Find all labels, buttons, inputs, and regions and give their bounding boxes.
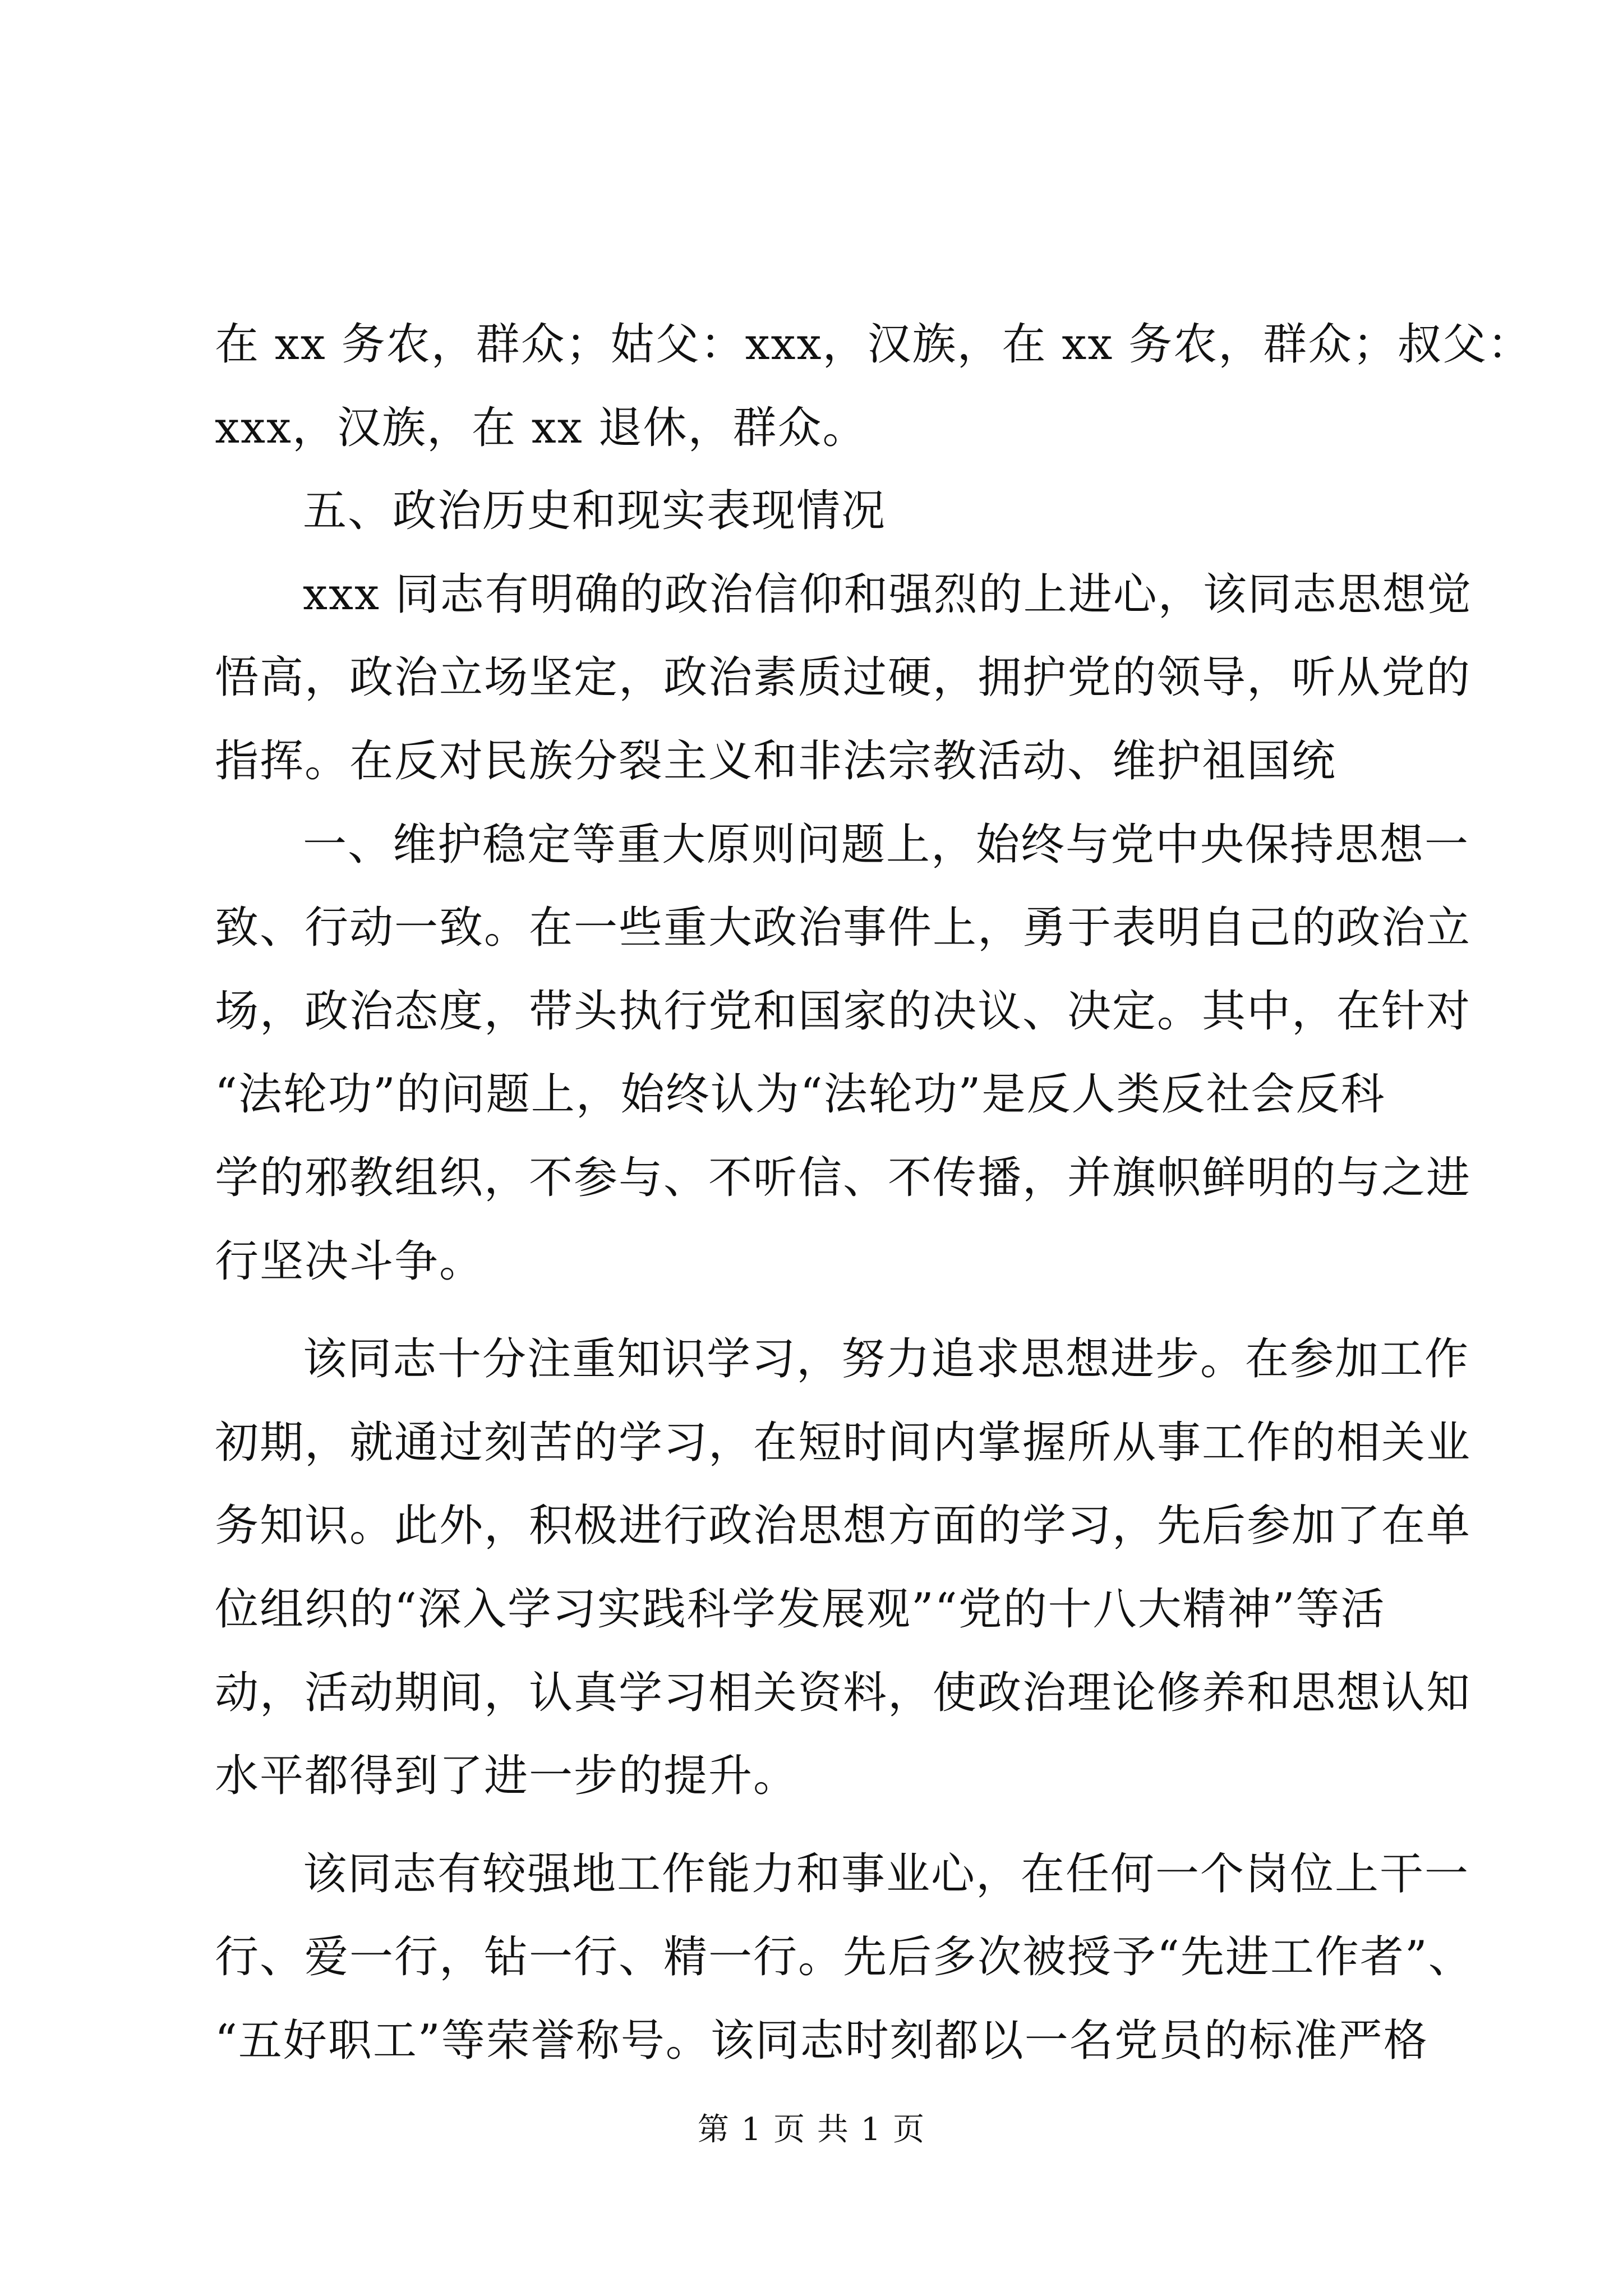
text-line: 初期，就通过刻苦的学习，在短时间内掌握所从事工作的相关业 (215, 1417, 1472, 1468)
text-line: 五、政治历史和现实表现情况 (303, 486, 887, 537)
text-line: 在 xx 务农，群众；姑父：xxx，汉族，在 xx 务农，群众；叔父： (215, 319, 1533, 370)
text-line: 行坚决斗争。 (215, 1236, 485, 1287)
page-footer: 第 1 页 共 1 页 (697, 2111, 926, 2148)
text-line: 该同志有较强地工作能力和事业心，在任何一个岗位上干一 (303, 1848, 1470, 1899)
text-line: 指挥。在反对民族分裂主义和非法宗教活动、维护祖国统 (215, 735, 1337, 786)
text-line: xxx，汉族，在 xx 退休，群众。 (215, 402, 868, 453)
document-body (215, 303, 1533, 2082)
text-line: 动，活动期间，认真学习相关资料，使政治理论修养和思想认知 (215, 1667, 1472, 1718)
paragraph-gap (215, 1303, 1432, 1318)
text-line: 务知识。此外，积极进行政治思想方面的学习，先后参加了在单 (215, 1501, 1472, 1552)
text-line: 水平都得到了进一步的提升。 (215, 1751, 799, 1802)
text-line: 悟高，政治立场坚定，政治素质过硬，拥护党的领导，听从党的 (215, 652, 1472, 703)
text-line: “五好职工”等荣誉称号。该同志时刻都以一名党员的标准严格 (215, 2015, 1428, 2066)
text-line: 场，政治态度，带头执行党和国家的决议、决定。其中，在针对 (215, 986, 1472, 1037)
text-line: xxx 同志有明确的政治信仰和强烈的上进心，该同志思想觉 (303, 569, 1472, 620)
text-line: “法轮功”的问题上，始终认为“法轮功”是反人类反社会反科 (215, 1069, 1386, 1120)
text-line: 该同志十分注重知识学习，努力追求思想进步。在参加工作 (303, 1334, 1470, 1385)
text-line: 一、维护稳定等重大原则问题上，始终与党中央保持思想一 (303, 819, 1470, 870)
text-line: 致、行动一致。在一些重大政治事件上，勇于表明自己的政治立 (215, 903, 1472, 954)
text-line: 位组织的“深入学习实践科学发展观”“党的十八大精神”等活 (215, 1584, 1386, 1635)
paragraph-gap (215, 1818, 1432, 1833)
text-line: 行、爱一行，钻一行、精一行。先后多次被授予“先进工作者”、 (215, 1932, 1473, 1983)
text-line: 学的邪教组织，不参与、不听信、不传播，并旗帜鲜明的与之进 (215, 1152, 1472, 1203)
